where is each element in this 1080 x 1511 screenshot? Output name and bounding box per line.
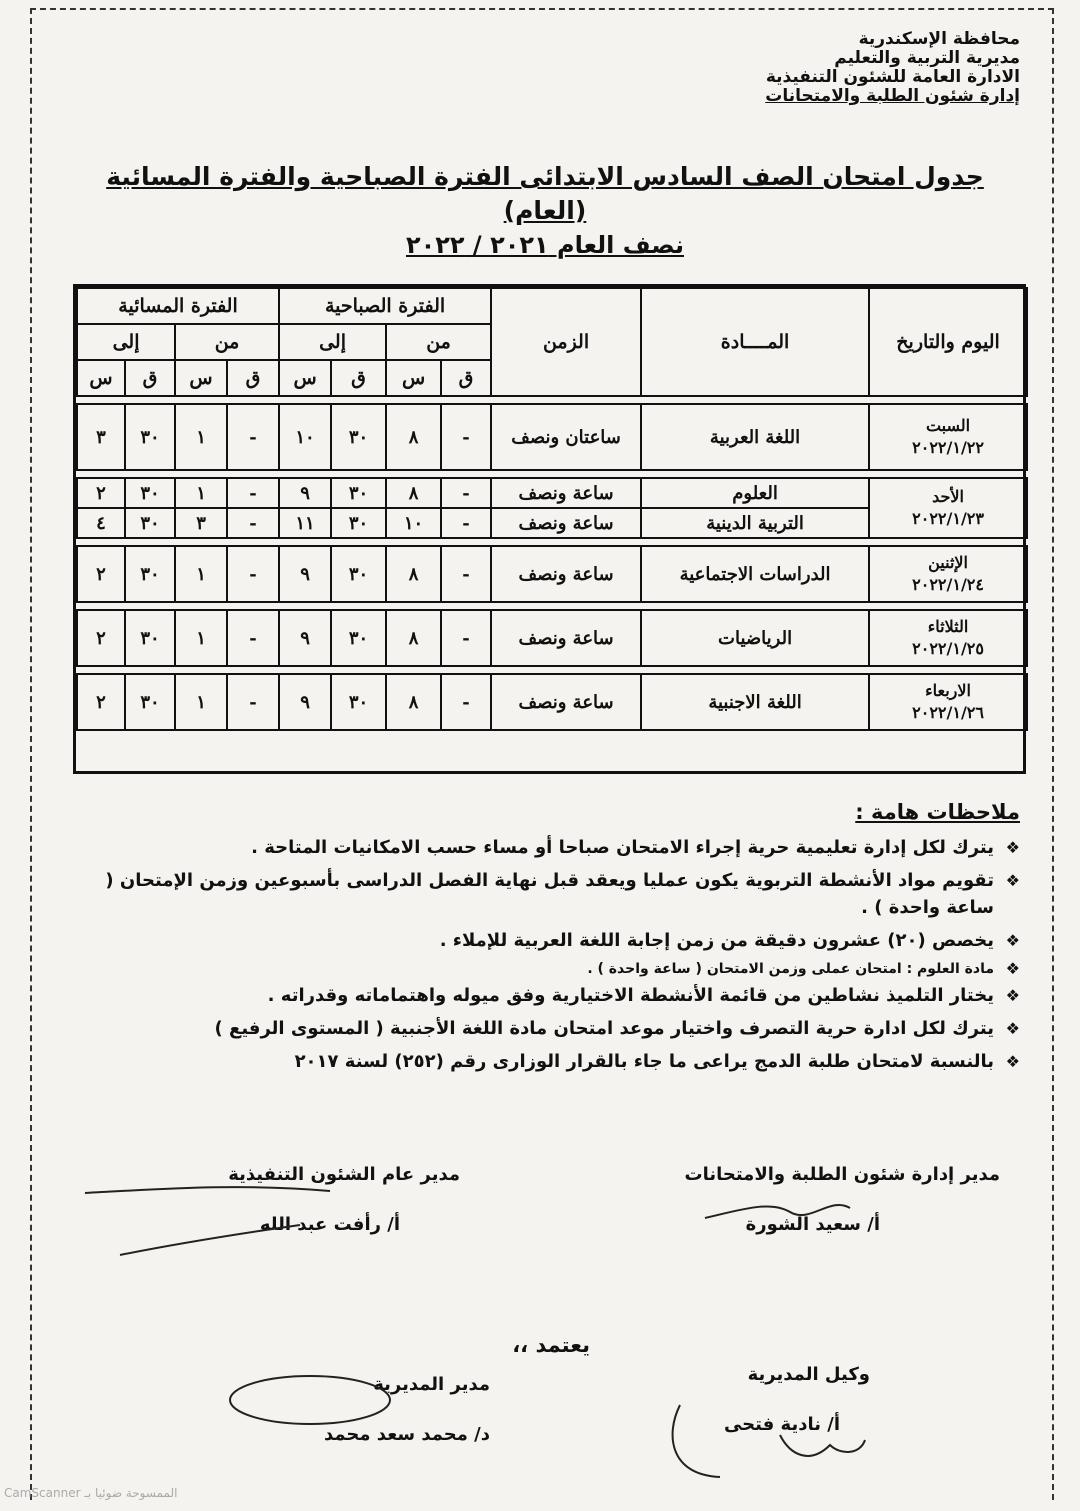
cell: ٣٠ — [125, 478, 175, 508]
table-row — [77, 478, 1027, 508]
subject-cell: العلوم — [641, 478, 869, 508]
cell: ١٠ — [279, 404, 331, 470]
cell: ٣٠ — [331, 404, 386, 470]
cell: - — [227, 478, 279, 508]
signature-title: مدير عام الشئون التنفيذية — [228, 1164, 460, 1185]
header-morning-from: من — [386, 324, 491, 360]
header-administration: الادارة العامة للشئون التنفيذية — [765, 67, 1020, 87]
cell: ٩ — [279, 546, 331, 602]
cell: ٣٠ — [125, 404, 175, 470]
day-cell: السبت ٢٠٢٢/١/٢٢ — [869, 404, 1027, 470]
subject-cell: اللغة الاجنبية — [641, 674, 869, 730]
cell: - — [441, 404, 491, 470]
exam-schedule-table — [73, 284, 1026, 774]
cell: ٣٠ — [125, 610, 175, 666]
header-evening-to: إلى — [77, 324, 175, 360]
cell: ٨ — [386, 674, 441, 730]
list-item: ❖ يترك لكل إدارة تعليمية حرية إجراء الامتحان صباحا أو مساء حسب الامكانيات المتاحة . — [80, 834, 1020, 861]
duration-cell: ساعة ونصف — [491, 610, 641, 666]
cell: ٣٠ — [331, 508, 386, 538]
duration-cell: ساعة ونصف — [491, 508, 641, 538]
cell: ٣٠ — [331, 674, 386, 730]
signature-title: وكيل المديرية — [747, 1364, 870, 1385]
list-item: ❖ يختار التلميذ نشاطين من قائمة الأنشطة الاختيارية وفق ميوله واهتماماته وقدراته . — [80, 982, 1020, 1009]
signature-name: أ/ سعيد الشورة — [745, 1214, 880, 1235]
signature-scribble-icon — [80, 1175, 350, 1265]
header-morning: الفترة الصباحية — [279, 288, 491, 324]
day-cell: الأحد ٢٠٢٢/١/٢٣ — [869, 478, 1027, 538]
header-hour: س — [175, 360, 227, 396]
cell: ١٠ — [386, 508, 441, 538]
table-row — [77, 674, 1027, 730]
notes-title: ملاحظات هامة : — [855, 800, 1020, 824]
bullet-icon: ❖ — [1005, 1052, 1020, 1071]
cell: ٣ — [175, 508, 227, 538]
header-governorate: محافظة الإسكندرية — [858, 29, 1020, 49]
cell: - — [441, 508, 491, 538]
day-cell: الاربعاء ٢٠٢٢/١/٢٦ — [869, 674, 1027, 730]
notes-section — [80, 800, 1020, 1081]
cell: - — [441, 674, 491, 730]
cell: ١ — [175, 478, 227, 508]
cell: ٢ — [77, 610, 125, 666]
document-header — [660, 30, 1020, 106]
header-hour: س — [77, 360, 125, 396]
header-min: ق — [125, 360, 175, 396]
subject-cell: اللغة العربية — [641, 404, 869, 470]
bullet-icon: ❖ — [1005, 959, 1020, 978]
subject-cell: التربية الدينية — [641, 508, 869, 538]
header-duration: الزمن — [491, 288, 641, 396]
cell: - — [441, 478, 491, 508]
signature-title: مدير إدارة شئون الطلبة والامتحانات — [684, 1164, 1000, 1185]
document-title — [80, 160, 1010, 262]
cell: - — [441, 546, 491, 602]
scanner-watermark: CamScanner الممسوحة ضوئيا بـ — [4, 1486, 178, 1500]
duration-cell: ساعة ونصف — [491, 674, 641, 730]
cell: ٨ — [386, 546, 441, 602]
signature-title: مدير المديرية — [373, 1374, 490, 1395]
cell: ٣٠ — [125, 546, 175, 602]
approval-label: يعتمد ،، — [512, 1333, 590, 1357]
notes-list — [80, 834, 1020, 1075]
cell: ١ — [175, 674, 227, 730]
cell: ٩ — [279, 610, 331, 666]
cell: - — [227, 404, 279, 470]
bullet-icon: ❖ — [1005, 838, 1020, 857]
title-line-2: نصف العام ٢٠٢١ / ٢٠٢٢ — [405, 231, 684, 259]
list-item: ❖ يترك لكل ادارة حرية التصرف واختيار موعد امتحان مادة اللغة الأجنبية ( المستوى الرفيع ) — [80, 1015, 1020, 1042]
list-item: ❖ تقويم مواد الأنشطة التربوية يكون عمليا ويعقد قبل نهاية الفصل الدراسى بأسبوعين وزمن الإمتحان ( ساعة واحدة ) . — [80, 867, 1020, 921]
list-item: ❖ مادة العلوم : امتحان عملى وزمن الامتحان ( ساعة واحدة ) . — [587, 959, 1020, 978]
cell: ٩ — [279, 674, 331, 730]
cell: ٨ — [386, 478, 441, 508]
signature-name: أ/ رأفت عبد الله — [259, 1214, 400, 1235]
header-subject: المــــادة — [641, 288, 869, 396]
cell: ٨ — [386, 610, 441, 666]
duration-cell: ساعة ونصف — [491, 546, 641, 602]
table-row — [77, 546, 1027, 602]
cell: ٩ — [279, 478, 331, 508]
cell: ٢ — [77, 546, 125, 602]
signature-name: أ/ نادية فتحى — [723, 1414, 840, 1435]
cell: ٣٠ — [331, 478, 386, 508]
bullet-icon: ❖ — [1005, 1019, 1020, 1038]
cell: ٤ — [77, 508, 125, 538]
duration-cell: ساعتان ونصف — [491, 404, 641, 470]
subject-cell: الدراسات الاجتماعية — [641, 546, 869, 602]
schedule-grid — [76, 287, 1028, 731]
header-day: اليوم والتاريخ — [869, 288, 1027, 396]
list-item: ❖ يخصص (٢٠) عشرون دقيقة من زمن إجابة اللغة العربية للإملاء . — [80, 927, 1020, 954]
cell: ١ — [175, 610, 227, 666]
cell: - — [227, 610, 279, 666]
cell: ٨ — [386, 404, 441, 470]
bullet-icon: ❖ — [1005, 931, 1020, 950]
header-min: ق — [227, 360, 279, 396]
cell: ٣٠ — [331, 546, 386, 602]
cell: - — [227, 508, 279, 538]
cell: ٣ — [77, 404, 125, 470]
header-min: ق — [331, 360, 386, 396]
signature-scribble-icon — [220, 1370, 420, 1440]
table-row — [77, 404, 1027, 470]
title-line-1: جدول امتحان الصف السادس الابتدائى الفترة الصباحية والفترة المسائية (العام) — [106, 162, 984, 225]
day-cell: الإثنين ٢٠٢٢/١/٢٤ — [869, 546, 1027, 602]
header-evening-from: من — [175, 324, 279, 360]
signature-scribble-icon — [660, 1395, 880, 1485]
header-hour: س — [279, 360, 331, 396]
table-row — [77, 610, 1027, 666]
cell: ٣٠ — [125, 674, 175, 730]
bullet-icon: ❖ — [1005, 986, 1020, 1005]
header-directorate: مديرية التربية والتعليم — [834, 48, 1020, 68]
cell: ١ — [175, 546, 227, 602]
bullet-icon: ❖ — [1005, 871, 1020, 890]
cell: - — [227, 674, 279, 730]
list-item: ❖ بالنسبة لامتحان طلبة الدمج يراعى ما جاء بالقرار الوزارى رقم (٢٥٢) لسنة ٢٠١٧ — [80, 1048, 1020, 1075]
cell: ٣٠ — [125, 508, 175, 538]
cell: ٣٠ — [331, 610, 386, 666]
signature-scribble-icon — [700, 1190, 860, 1230]
signature-name: د/ محمد سعد محمد — [323, 1424, 490, 1445]
cell: ١١ — [279, 508, 331, 538]
header-department: إدارة شئون الطلبة والامتحانات — [765, 86, 1020, 106]
cell: ٢ — [77, 478, 125, 508]
duration-cell: ساعة ونصف — [491, 478, 641, 508]
cell: - — [227, 546, 279, 602]
day-cell: الثلاثاء ٢٠٢٢/١/٢٥ — [869, 610, 1027, 666]
header-morning-to: إلى — [279, 324, 386, 360]
header-min: ق — [441, 360, 491, 396]
cell: ١ — [175, 404, 227, 470]
header-evening: الفترة المسائية — [77, 288, 279, 324]
cell: - — [441, 610, 491, 666]
subject-cell: الرياضيات — [641, 610, 869, 666]
cell: ٢ — [77, 674, 125, 730]
header-hour: س — [386, 360, 441, 396]
